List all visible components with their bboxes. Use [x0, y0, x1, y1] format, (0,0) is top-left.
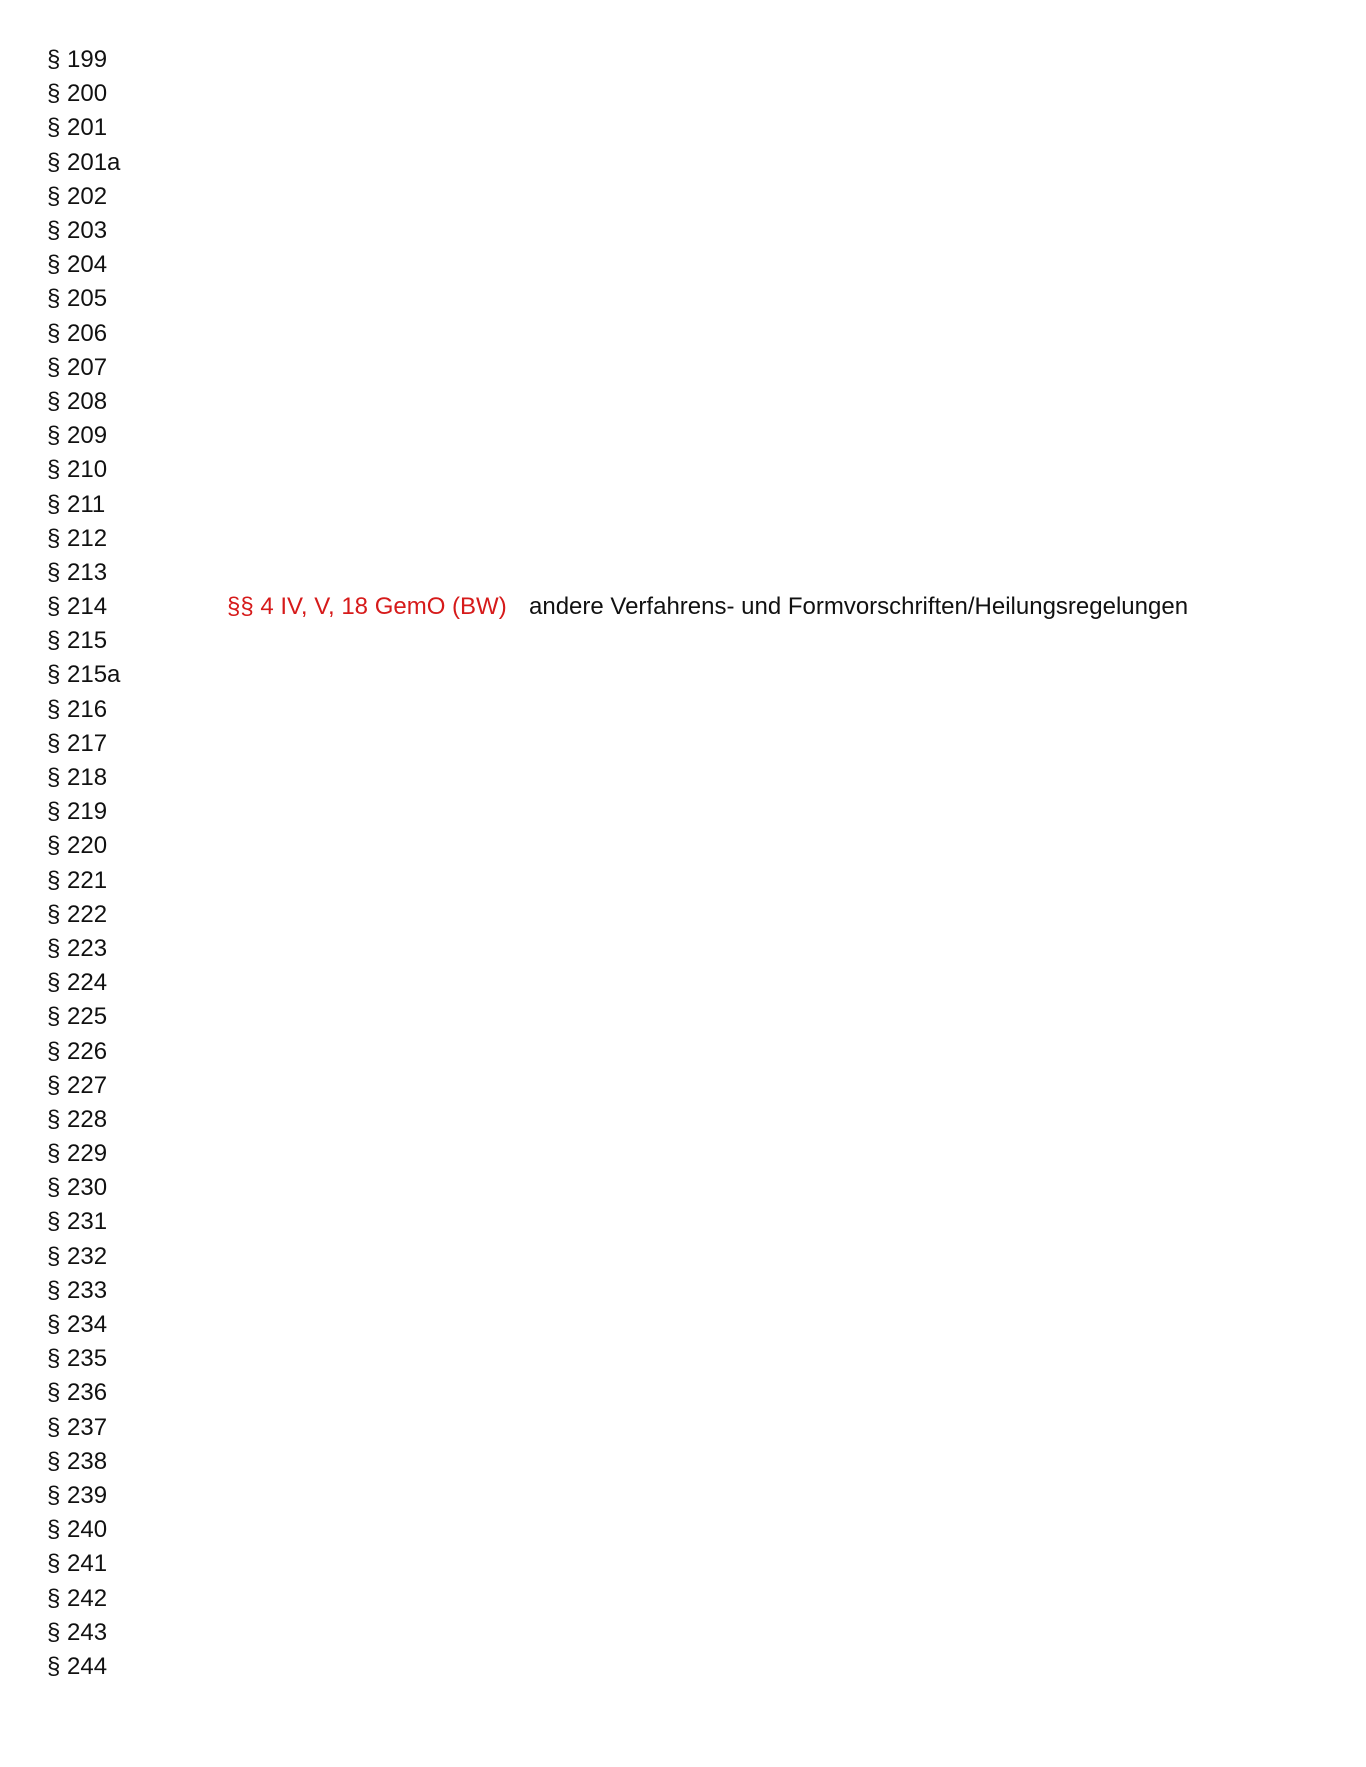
paragraph-number: § 234: [47, 1311, 108, 1339]
paragraph-row: [47, 351, 1307, 385]
paragraph-row: [47, 1650, 1307, 1684]
paragraph-row: [47, 1103, 1307, 1137]
paragraph-number: § 232: [47, 1242, 108, 1270]
paragraph-number: § 217: [47, 729, 108, 757]
paragraph-row: [47, 453, 1307, 487]
paragraph-row: [47, 1445, 1307, 1479]
paragraph-row: [47, 1376, 1307, 1410]
paragraph-row: [47, 1616, 1307, 1650]
paragraph-number: § 238: [47, 1447, 108, 1475]
paragraph-row: [47, 1513, 1307, 1547]
paragraph-row: [47, 111, 1307, 145]
paragraph-number: § 239: [47, 1481, 108, 1509]
paragraph-row: [47, 932, 1307, 966]
paragraph-number: § 212: [47, 524, 108, 552]
paragraph-row: [47, 317, 1307, 351]
paragraph-number: § 242: [47, 1584, 108, 1612]
paragraph-number: § 223: [47, 934, 108, 962]
paragraph-number: § 199: [47, 46, 108, 74]
paragraph-row: [47, 146, 1307, 180]
paragraph-row: [47, 1000, 1307, 1034]
paragraph-number: § 240: [47, 1516, 108, 1544]
paragraph-row: [47, 1069, 1307, 1103]
paragraph-number: § 225: [47, 1003, 108, 1031]
paragraph-row: [47, 385, 1307, 419]
paragraph-row: [47, 1547, 1307, 1581]
paragraph-number: § 206: [47, 319, 108, 347]
paragraph-row: [47, 180, 1307, 214]
paragraph-number: § 202: [47, 182, 108, 210]
paragraph-number: § 207: [47, 353, 108, 381]
paragraph-row: [47, 214, 1307, 248]
paragraph-row: [47, 1171, 1307, 1205]
paragraph-number: § 201: [47, 114, 108, 142]
paragraph-number: § 230: [47, 1174, 108, 1202]
paragraph-row: [47, 282, 1307, 316]
paragraph-row: [47, 77, 1307, 111]
paragraph-list: [47, 43, 1307, 1684]
paragraph-row: [47, 487, 1307, 521]
paragraph-number: § 208: [47, 387, 108, 415]
paragraph-row: [47, 898, 1307, 932]
paragraph-row: [47, 1034, 1307, 1068]
paragraph-number: § 226: [47, 1037, 108, 1065]
paragraph-row: [47, 1411, 1307, 1445]
paragraph-number: § 221: [47, 866, 108, 894]
paragraph-row: [47, 522, 1307, 556]
paragraph-number: § 204: [47, 251, 108, 279]
paragraph-row: [47, 590, 1307, 624]
paragraph-number: § 236: [47, 1379, 108, 1407]
paragraph-row: [47, 1274, 1307, 1308]
paragraph-number: § 219: [47, 798, 108, 826]
paragraph-row: [47, 624, 1307, 658]
paragraph-number: § 216: [47, 695, 108, 723]
reference-citation: §§ 4 IV, V, 18 GemO (BW): [227, 593, 507, 621]
paragraph-number: § 243: [47, 1618, 108, 1646]
paragraph-row: [47, 727, 1307, 761]
paragraph-number: § 233: [47, 1276, 108, 1304]
paragraph-number: § 231: [47, 1208, 108, 1236]
paragraph-row: [47, 1479, 1307, 1513]
paragraph-row: [47, 1240, 1307, 1274]
paragraph-number: § 229: [47, 1140, 108, 1168]
paragraph-row: [47, 1205, 1307, 1239]
paragraph-number: § 205: [47, 285, 108, 313]
paragraph-number: § 209: [47, 422, 108, 450]
paragraph-row: [47, 658, 1307, 692]
paragraph-number: § 235: [47, 1345, 108, 1373]
paragraph-number: § 210: [47, 456, 108, 484]
paragraph-row: [47, 1342, 1307, 1376]
paragraph-number: § 211: [47, 490, 106, 518]
paragraph-row: [47, 556, 1307, 590]
paragraph-row: [47, 1137, 1307, 1171]
paragraph-row: [47, 1581, 1307, 1615]
paragraph-number: § 203: [47, 217, 108, 245]
paragraph-number: § 228: [47, 1105, 108, 1133]
paragraph-row: [47, 693, 1307, 727]
paragraph-number: § 214: [47, 593, 108, 621]
paragraph-number: § 213: [47, 558, 108, 586]
paragraph-row: [47, 761, 1307, 795]
paragraph-row: [47, 829, 1307, 863]
paragraph-number: § 224: [47, 969, 108, 997]
paragraph-row: [47, 966, 1307, 1000]
paragraph-number: § 220: [47, 832, 108, 860]
paragraph-row: [47, 248, 1307, 282]
paragraph-row: [47, 43, 1307, 77]
paragraph-row: [47, 1308, 1307, 1342]
paragraph-row: [47, 864, 1307, 898]
reference-description: andere Verfahrens- und Formvorschriften/Heilungsregelungen: [529, 593, 1189, 621]
paragraph-number: § 215a: [47, 661, 121, 689]
paragraph-number: § 241: [47, 1550, 108, 1578]
paragraph-row: [47, 419, 1307, 453]
paragraph-number: § 227: [47, 1071, 108, 1099]
paragraph-number: § 200: [47, 80, 108, 108]
paragraph-number: § 201a: [47, 148, 121, 176]
paragraph-number: § 222: [47, 900, 108, 928]
paragraph-number: § 218: [47, 764, 108, 792]
paragraph-number: § 237: [47, 1413, 108, 1441]
paragraph-number: § 215: [47, 627, 108, 655]
paragraph-number: § 244: [47, 1652, 108, 1680]
paragraph-row: [47, 795, 1307, 829]
